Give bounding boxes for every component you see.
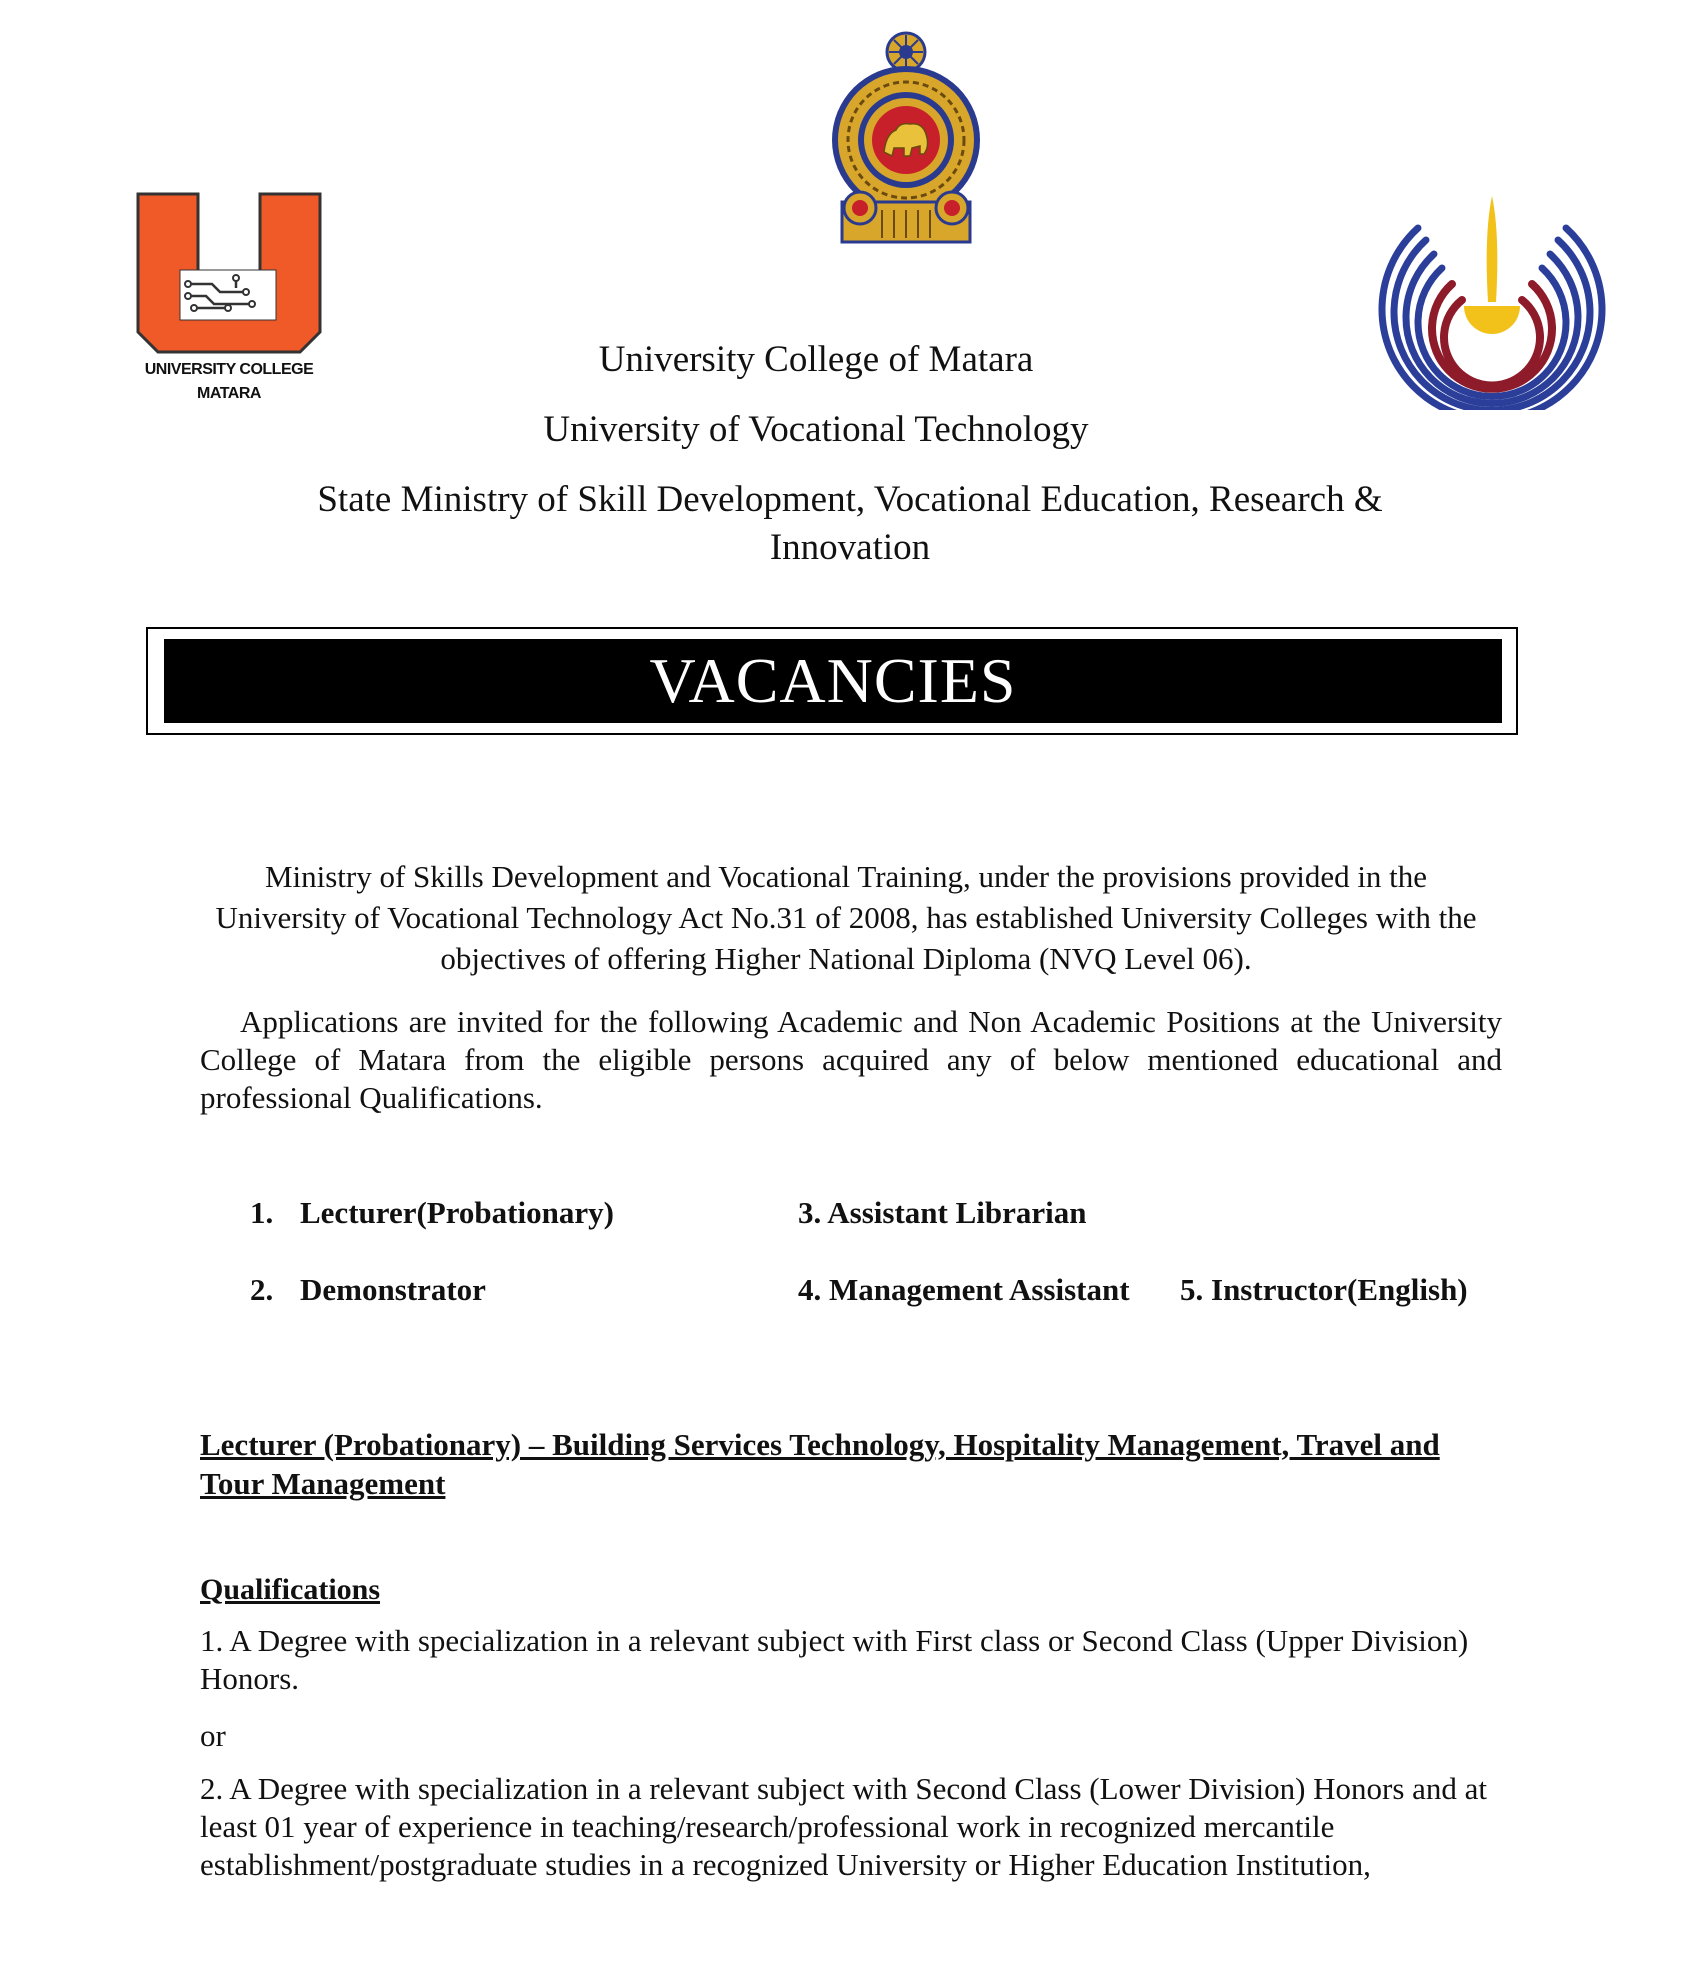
- position-item-5: [1180, 1270, 1468, 1310]
- position-title: Management Assistant: [829, 1272, 1130, 1307]
- qualification-2: 2. A Degree with specialization in a relevant subject with Second Class (Lower Division) Honors and at least 01 year of experience in teaching/research/professional work in recognized mercantile establishment/postgraduate studies in a recognized University or Higher Education Institution,: [200, 1771, 1488, 1882]
- position-title: Assistant Librarian: [827, 1195, 1087, 1230]
- invitation-paragraph: [200, 1003, 1502, 1117]
- position-number: 5.: [1180, 1272, 1204, 1307]
- position-number: 3.: [798, 1195, 822, 1230]
- qualifications-heading: Qualifications: [200, 1573, 381, 1606]
- header-line-2: University of Vocational Technology: [543, 409, 1089, 450]
- position-item-1: [250, 1193, 614, 1233]
- position-title: Instructor(English): [1211, 1272, 1468, 1307]
- header-line-3: State Ministry of Skill Development, Vocational Education, Research & Innovation: [317, 479, 1383, 568]
- position-title: Lecturer(Probationary): [300, 1195, 614, 1230]
- position-number: 1.: [250, 1195, 274, 1230]
- header-line-1: University College of Matara: [598, 339, 1034, 380]
- emblem-graphic: [826, 30, 986, 248]
- position-item-2: [250, 1270, 486, 1310]
- invitation-text: Applications are invited for the following Academic and Non Academic Positions at the University College of Matara from the eligible persons acquired any of below mentioned educational and professional Qualifications.: [200, 1004, 1502, 1115]
- section-heading-lecturer: Lecturer (Probationary) – Building Services Technology, Hospitality Management, Travel and Tour Management: [200, 1427, 1440, 1501]
- vacancies-banner: VACANCIES: [164, 639, 1502, 723]
- position-number: 2.: [250, 1272, 274, 1307]
- position-item-4: [798, 1270, 1130, 1310]
- national-emblem-logo: [826, 30, 986, 248]
- intro-paragraph: Ministry of Skills Development and Vocational Training, under the provisions provided in the University of Vocational Technology Act No.31 of 2008, has established University Colleges with the objectives of offering Higher National Diploma (NVQ Level 06).: [215, 859, 1477, 976]
- qualification-1: 1. A Degree with specialization in a relevant subject with First class or Second Class (Upper Division) Honors.: [200, 1623, 1469, 1696]
- qualification-or: or: [200, 1718, 226, 1753]
- position-number: 4.: [798, 1272, 822, 1307]
- uc-logo-text-line2: MATARA: [197, 385, 261, 402]
- position-item-3: [798, 1193, 1087, 1233]
- position-title: Demonstrator: [300, 1272, 486, 1307]
- uc-logo-text-line1: UNIVERSITY COLLEGE: [144, 361, 314, 378]
